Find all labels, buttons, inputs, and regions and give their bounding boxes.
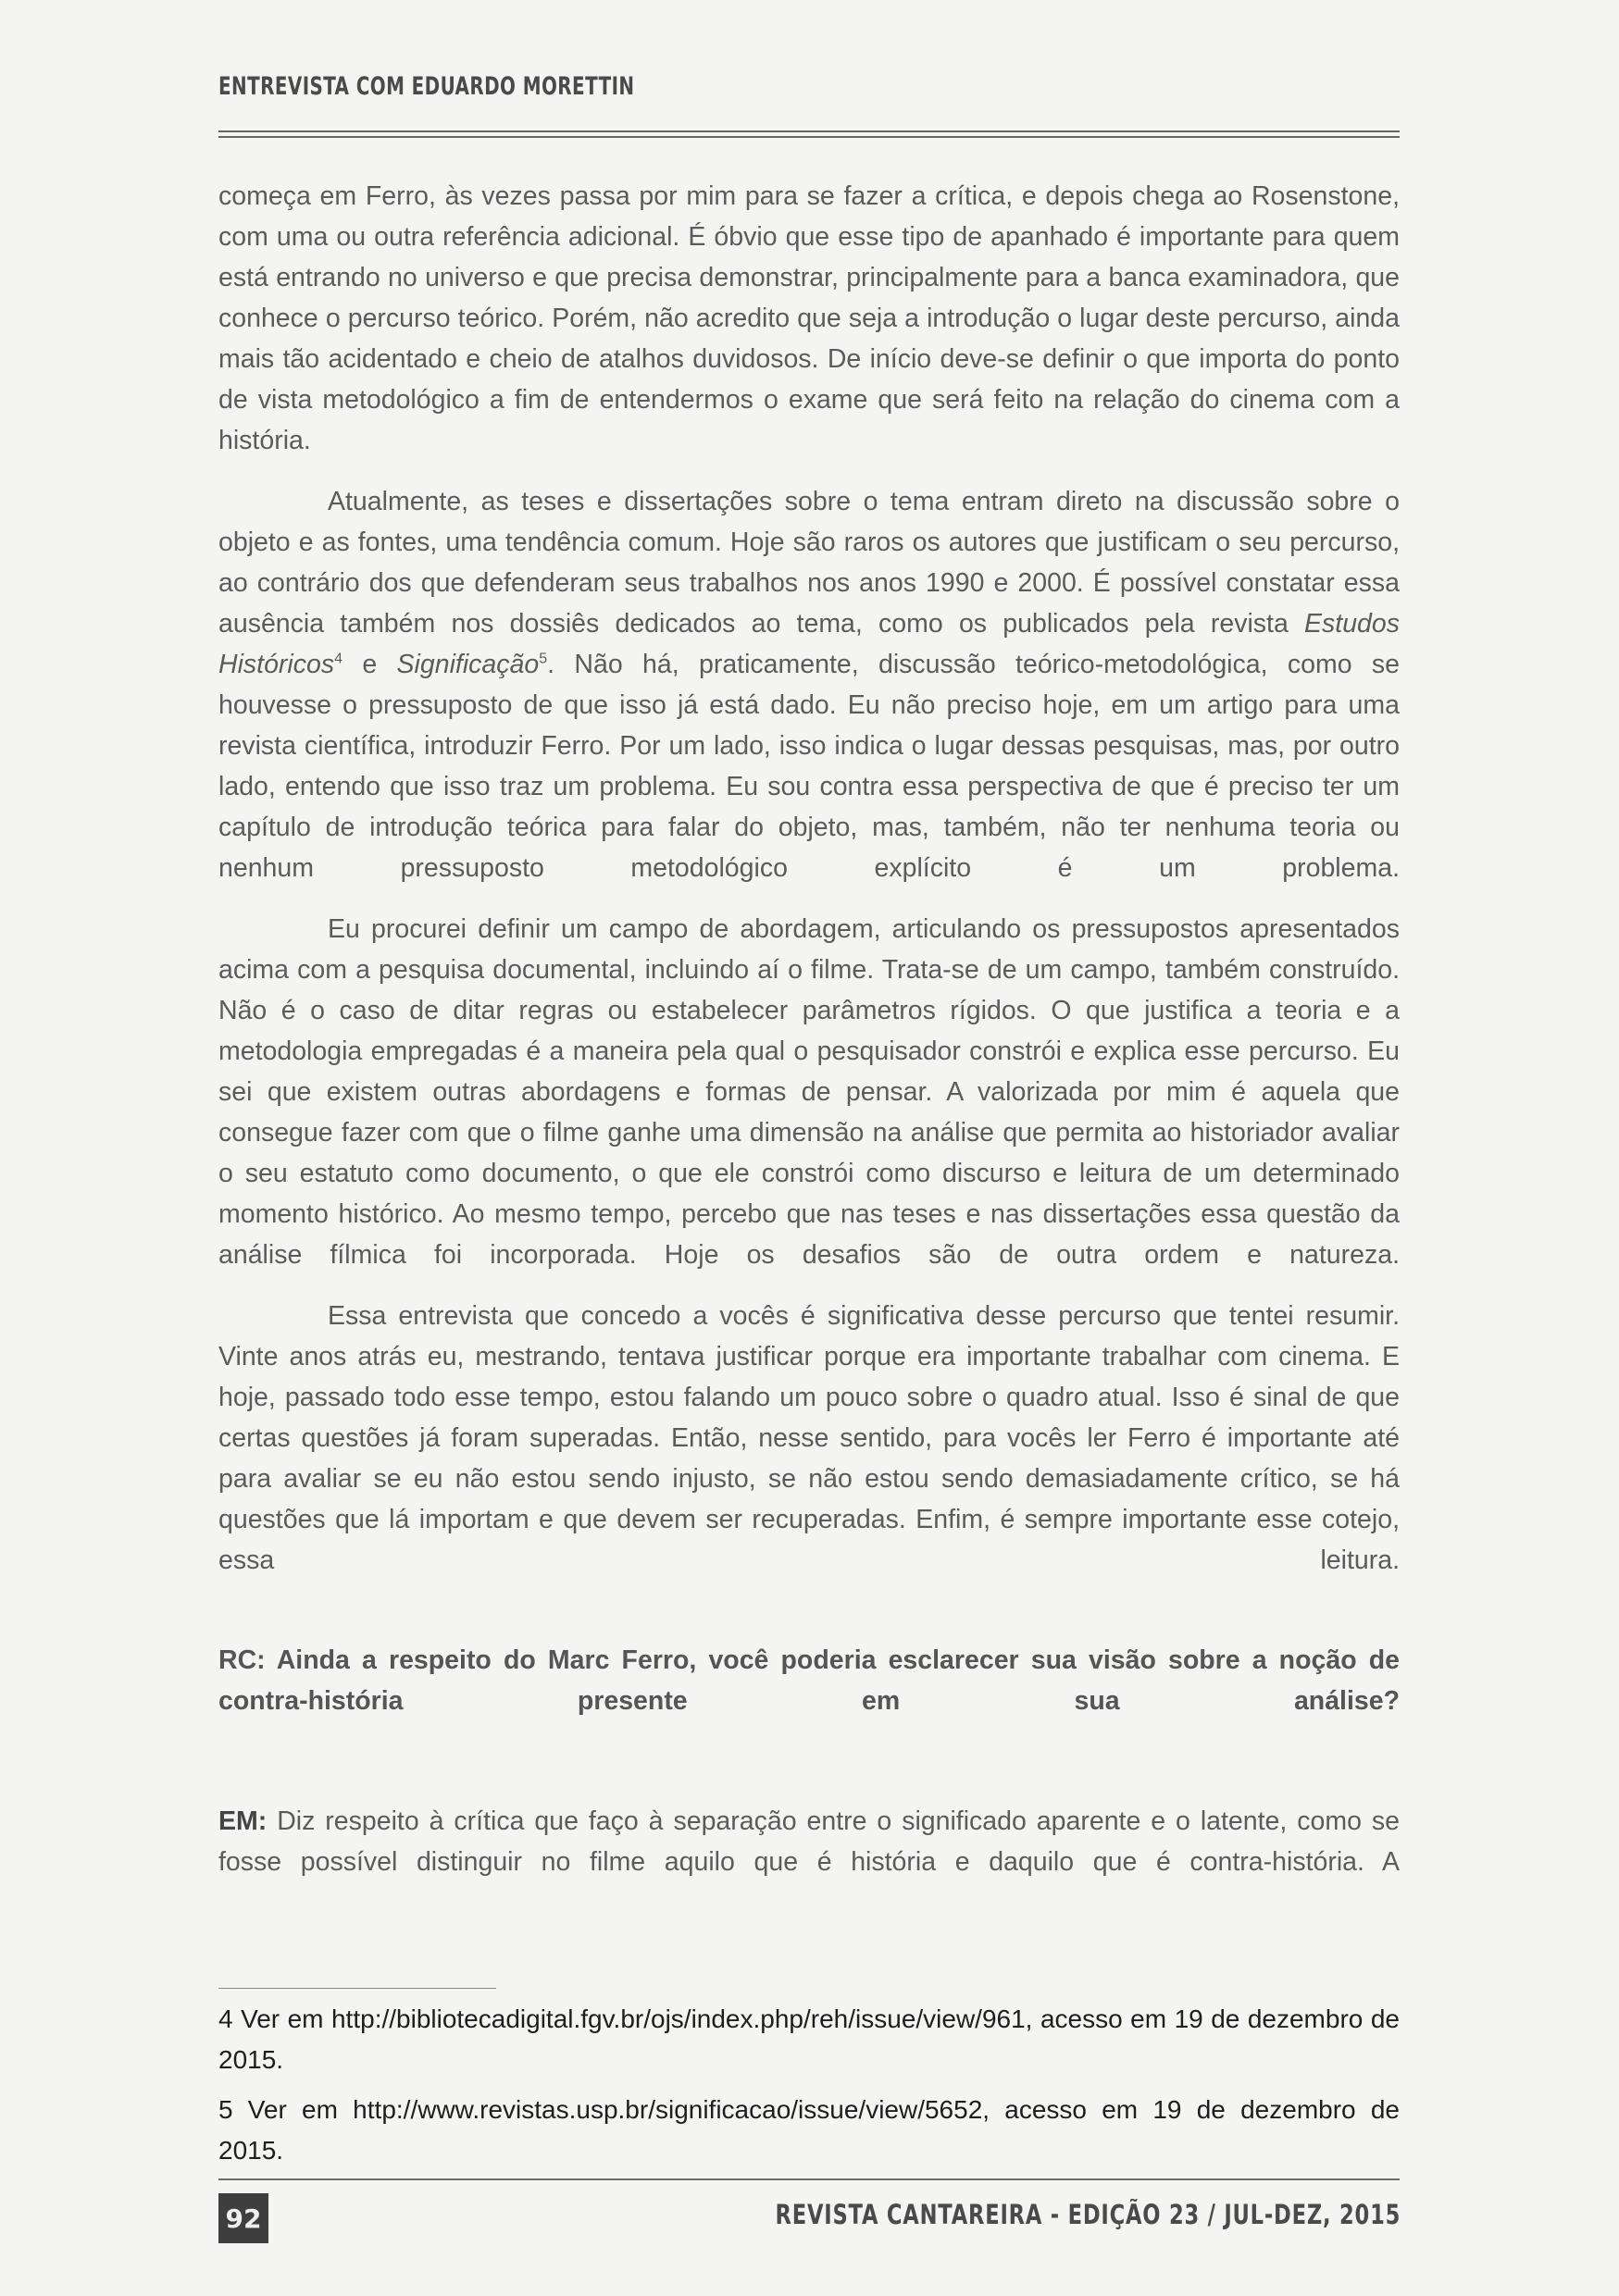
article-body [218, 176, 1400, 1903]
paragraph-2-text-c: . Não há, praticamente, discussão teórico-metodológica, como se houvesse o pressuposto de que isso já está dado. Eu não preciso hoje, em um artigo para uma revista científica, introduzir Ferro. Por um lado, isso indica o lugar dessas pesquisas, mas, por outro lado, entendo que isso traz um problema. Eu sou contra essa perspectiva de que é preciso ter um capítulo de introdução teórica para falar do objeto, mas, também, não ter nenhuma teoria ou nenhum pressuposto metodológico explícito é um problema. [218, 650, 1400, 883]
footer-rule [218, 2178, 1400, 2180]
interview-answer [218, 1801, 1400, 1882]
paragraph-2 [218, 481, 1400, 888]
journal-title-estudos: Estudos Históricos [218, 609, 1400, 679]
interview-question: RC: Ainda a respeito do Marc Ferro, você poderia esclarecer sua visão sobre a noção de contra-história presente em sua análise? [218, 1645, 1400, 1716]
answer-text: Diz respeito à crítica que faço à separação entre o significado aparente e o latente, como se fosse possível distinguir no filme aquilo que é história e daquilo que é contra-história. A [218, 1806, 1400, 1877]
footnote-5: 5 Ver em http://www.revistas.usp.br/significacao/issue/view/5652, acesso em 19 de dezembro de 2015. [218, 2095, 1400, 2165]
header-double-rule [218, 130, 1400, 138]
journal-footer: REVISTA CANTAREIRA - EDIÇÃO 23 / JUL-DEZ, 2015 [775, 2199, 1401, 2230]
running-title: ENTREVISTA COM EDUARDO MORETTIN [218, 72, 635, 101]
paragraph-3: Eu procurei definir um campo de abordagem, articulando os pressupostos apresentados acima com a pesquisa documental, incluindo aí o filme. Trata-se de um campo, também construído. Não é o caso de ditar regras ou estabelecer parâmetros rígidos. O que justifica a teoria e a metodologia empregadas é a maneira pela qual o pesquisador constrói e explica esse percurso. Eu sei que existem outras abordagens e formas de pensar. A valorizada por mim é aquela que consegue fazer com que o filme ganhe uma dimensão na análise que permita ao historiador avaliar o seu estatuto como documento, o que ele constrói como discurso e leitura de um determinado momento histórico. Ao mesmo tempo, percebo que nas teses e nas dissertações essa questão da análise fílmica foi incorporada. Hoje os desafios são de outra ordem e natureza. [218, 914, 1400, 1270]
answer-label: EM: [218, 1806, 268, 1836]
footnotes [218, 1999, 1400, 2180]
page-number-badge: 92 [218, 2193, 268, 2243]
footnote-separator [218, 1988, 496, 1989]
journal-title-significacao: Significação [396, 650, 540, 679]
footnote-ref-4[interactable]: 4 [334, 651, 343, 667]
footnote-4: 4 Ver em http://bibliotecadigital.fgv.br/ojs/index.php/reh/issue/view/961, acesso em 19 de dezembro de 2015. [218, 2004, 1400, 2074]
paragraph-2-text-b: e [342, 650, 397, 679]
footnote-ref-5[interactable]: 5 [539, 651, 548, 667]
paragraph-1: começa em Ferro, às vezes passa por mim para se fazer a crítica, e depois chega ao Rosenstone, com uma ou outra referência adicional. É óbvio que esse tipo de apanhado é importante para quem está entrando no universo e que precisa demonstrar, principalmente para a banca examinadora, que conhece o percurso teórico. Porém, não acredito que seja a introdução o lugar deste percurso, ainda mais tão acidentado e cheio de atalhos duvidosos. De início deve-se definir o que importa do ponto de vista metodológico a fim de entendermos o exame que será feito na relação do cinema com a história. [218, 181, 1400, 455]
paragraph-2-text-a: Atualmente, as teses e dissertações sobre o tema entram direto na discussão sobre o objeto e as fontes, uma tendência comum. Hoje são raros os autores que justificam o seu percurso, ao contrário dos que defenderam seus trabalhos nos anos 1990 e 2000. É possível constatar essa ausência também nos dossiês dedicados ao tema, como os publicados pela revista [218, 487, 1400, 639]
paragraph-4: Essa entrevista que concedo a vocês é significativa desse percurso que tentei resumir. Vinte anos atrás eu, mestrando, tentava justificar porque era importante trabalhar com cinema. E hoje, passado todo esse tempo, estou falando um pouco sobre o quadro atual. Isso é sinal de que certas questões já foram superadas. Então, nesse sentido, para vocês ler Ferro é importante até para avaliar se eu não estou sendo injusto, se não estou sendo demasiadamente crítico, se há questões que lá importam e que devem ser recuperadas. Enfim, é sempre importante esse cotejo, essa leitura. [218, 1301, 1400, 1575]
